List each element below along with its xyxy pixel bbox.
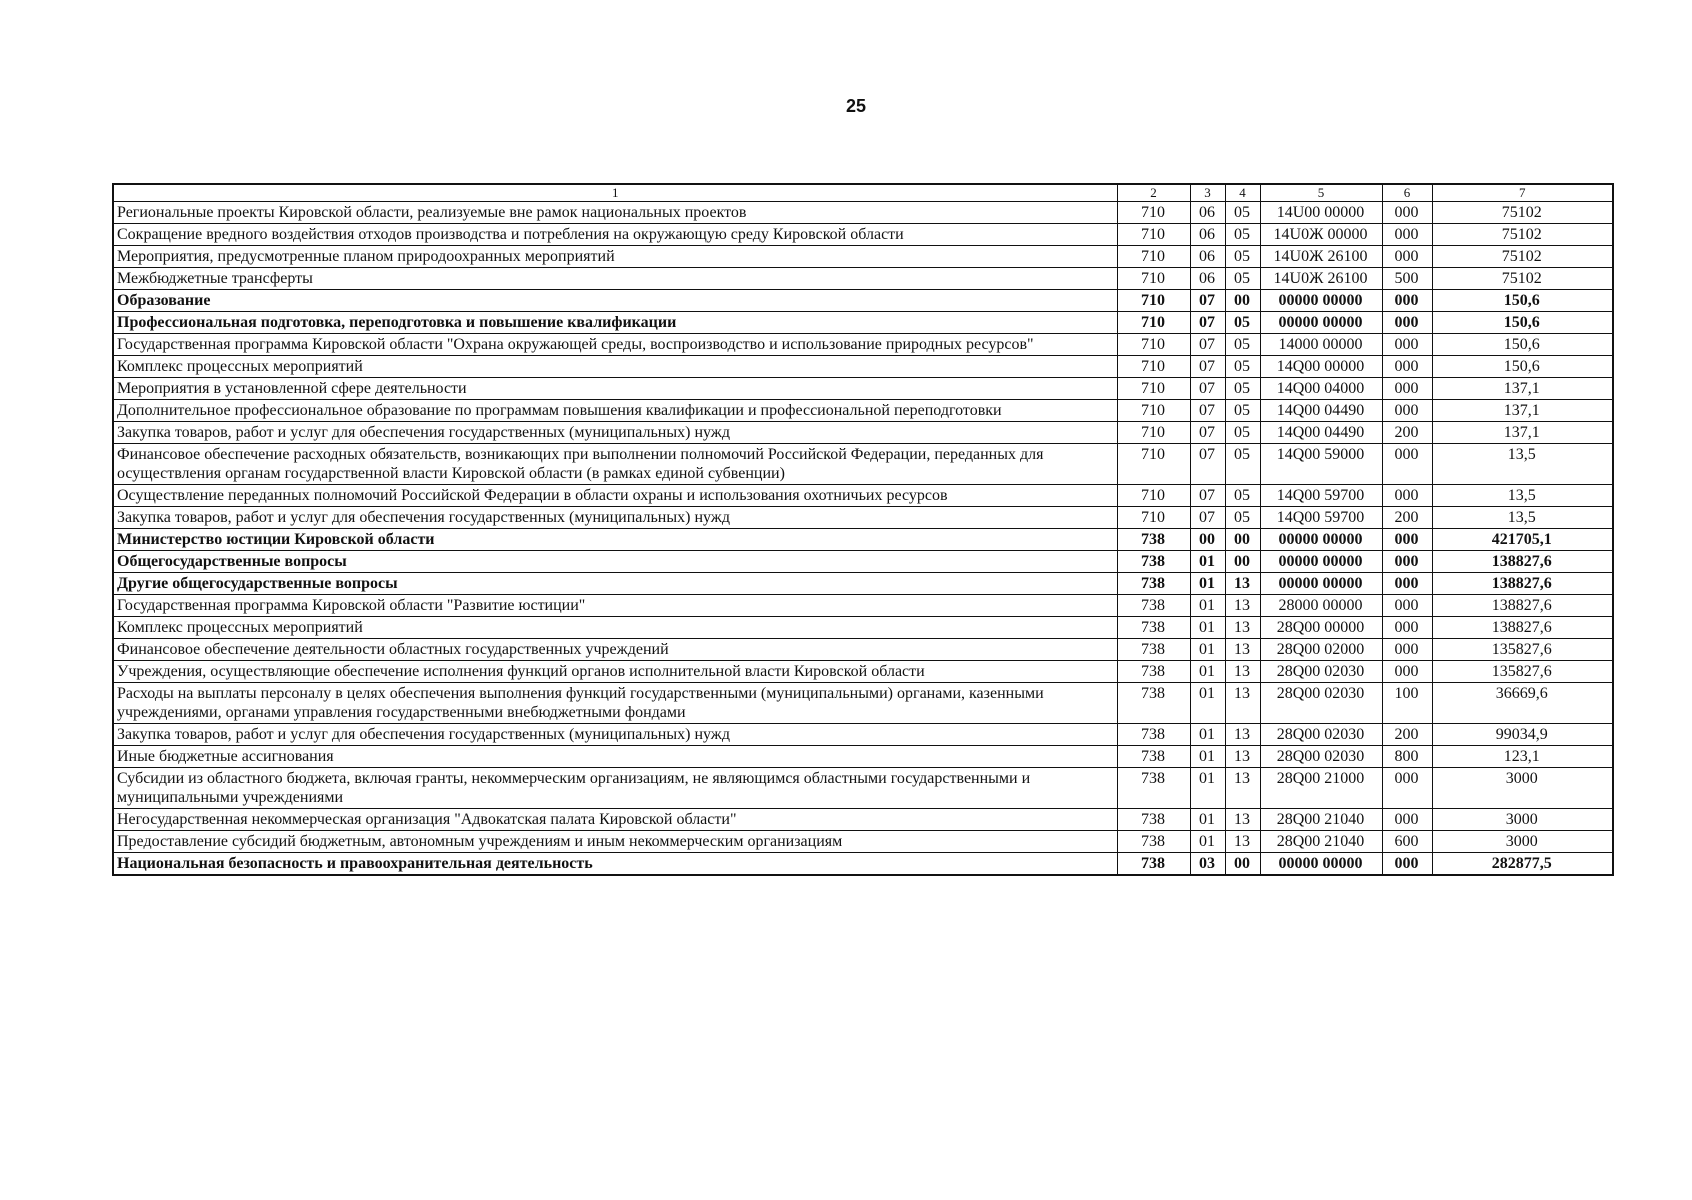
row-target-article-cell: 28000 00000: [1260, 595, 1382, 617]
row-expense-type-cell: 000: [1382, 312, 1432, 334]
row-expense-type-cell: 200: [1382, 724, 1432, 746]
row-section-cell: 07: [1190, 290, 1225, 312]
row-expense-type-cell: 000: [1382, 661, 1432, 683]
row-subsection-cell: 13: [1225, 746, 1260, 768]
row-code-cell: 710: [1117, 400, 1190, 422]
row-code-cell: 710: [1117, 485, 1190, 507]
row-subsection-cell: 05: [1225, 422, 1260, 444]
row-target-article-cell: 28Q00 02030: [1260, 683, 1382, 724]
row-code-cell: 738: [1117, 809, 1190, 831]
row-amount-cell: 135827,6: [1432, 639, 1613, 661]
column-header: 5: [1260, 184, 1382, 202]
table-row: [113, 246, 1613, 268]
row-name-cell: Учреждения, осуществляющие обеспечение исполнения функций органов исполнительной власти Кировской области: [113, 661, 1117, 683]
row-subsection-cell: 05: [1225, 202, 1260, 224]
row-section-cell: 07: [1190, 334, 1225, 356]
row-subsection-cell: 05: [1225, 356, 1260, 378]
row-target-article-cell: 00000 00000: [1260, 853, 1382, 876]
row-section-cell: 00: [1190, 529, 1225, 551]
row-amount-cell: 150,6: [1432, 356, 1613, 378]
row-name-cell: Межбюджетные трансферты: [113, 268, 1117, 290]
row-section-cell: 01: [1190, 661, 1225, 683]
row-target-article-cell: 28Q00 02030: [1260, 661, 1382, 683]
row-code-cell: 738: [1117, 661, 1190, 683]
row-subsection-cell: 05: [1225, 444, 1260, 485]
budget-table: [112, 183, 1614, 876]
row-name-cell: Закупка товаров, работ и услуг для обеспечения государственных (муниципальных) нужд: [113, 507, 1117, 529]
row-name-cell: Комплекс процессных мероприятий: [113, 356, 1117, 378]
row-section-cell: 01: [1190, 639, 1225, 661]
row-name-cell: Закупка товаров, работ и услуг для обеспечения государственных (муниципальных) нужд: [113, 724, 1117, 746]
row-target-article-cell: 14000 00000: [1260, 334, 1382, 356]
row-subsection-cell: 05: [1225, 507, 1260, 529]
row-section-cell: 01: [1190, 573, 1225, 595]
row-amount-cell: 421705,1: [1432, 529, 1613, 551]
row-expense-type-cell: 000: [1382, 639, 1432, 661]
row-code-cell: 710: [1117, 246, 1190, 268]
row-section-cell: 06: [1190, 268, 1225, 290]
table-row: [113, 356, 1613, 378]
row-subsection-cell: 13: [1225, 639, 1260, 661]
budget-table-container: [112, 183, 1612, 876]
row-amount-cell: 75102: [1432, 224, 1613, 246]
row-code-cell: 738: [1117, 595, 1190, 617]
row-amount-cell: 137,1: [1432, 422, 1613, 444]
row-code-cell: 738: [1117, 683, 1190, 724]
table-row: [113, 809, 1613, 831]
column-header: 2: [1117, 184, 1190, 202]
column-header: 3: [1190, 184, 1225, 202]
row-section-cell: 06: [1190, 246, 1225, 268]
row-expense-type-cell: 000: [1382, 444, 1432, 485]
row-subsection-cell: 05: [1225, 246, 1260, 268]
table-row: [113, 573, 1613, 595]
row-section-cell: 06: [1190, 202, 1225, 224]
row-expense-type-cell: 000: [1382, 400, 1432, 422]
row-target-article-cell: 14Q00 59700: [1260, 485, 1382, 507]
table-row: [113, 485, 1613, 507]
table-row: [113, 746, 1613, 768]
row-target-article-cell: 14Q00 04490: [1260, 400, 1382, 422]
row-target-article-cell: 14Q00 00000: [1260, 356, 1382, 378]
row-name-cell: Осуществление переданных полномочий Российской Федерации в области охраны и использования охотничьих ресурсов: [113, 485, 1117, 507]
row-expense-type-cell: 000: [1382, 529, 1432, 551]
row-section-cell: 01: [1190, 683, 1225, 724]
row-section-cell: 03: [1190, 853, 1225, 876]
row-section-cell: 01: [1190, 746, 1225, 768]
row-expense-type-cell: 000: [1382, 809, 1432, 831]
table-row: [113, 831, 1613, 853]
row-subsection-cell: 00: [1225, 290, 1260, 312]
row-expense-type-cell: 500: [1382, 268, 1432, 290]
table-header-row: [113, 184, 1613, 202]
row-name-cell: Мероприятия в установленной сфере деятельности: [113, 378, 1117, 400]
row-amount-cell: 138827,6: [1432, 573, 1613, 595]
row-section-cell: 01: [1190, 595, 1225, 617]
row-amount-cell: 137,1: [1432, 378, 1613, 400]
row-amount-cell: 137,1: [1432, 400, 1613, 422]
row-code-cell: 710: [1117, 444, 1190, 485]
row-expense-type-cell: 100: [1382, 683, 1432, 724]
row-expense-type-cell: 000: [1382, 551, 1432, 573]
row-section-cell: 07: [1190, 400, 1225, 422]
row-target-article-cell: 00000 00000: [1260, 529, 1382, 551]
row-subsection-cell: 13: [1225, 595, 1260, 617]
row-code-cell: 738: [1117, 551, 1190, 573]
row-expense-type-cell: 000: [1382, 290, 1432, 312]
table-row: [113, 595, 1613, 617]
row-subsection-cell: 13: [1225, 831, 1260, 853]
row-section-cell: 01: [1190, 831, 1225, 853]
row-subsection-cell: 13: [1225, 768, 1260, 809]
row-target-article-cell: 28Q00 21040: [1260, 809, 1382, 831]
row-subsection-cell: 13: [1225, 617, 1260, 639]
table-row: [113, 529, 1613, 551]
row-code-cell: 738: [1117, 831, 1190, 853]
row-name-cell: Расходы на выплаты персоналу в целях обеспечения выполнения функций государственными (муниципальными) органами, казенными учреждениями, органами управления государственными внебюджетными фондами: [113, 683, 1117, 724]
row-name-cell: Финансовое обеспечение деятельности областных государственных учреждений: [113, 639, 1117, 661]
row-expense-type-cell: 600: [1382, 831, 1432, 853]
page-number: 25: [846, 96, 867, 116]
row-name-cell: Государственная программа Кировской области "Развитие юстиции": [113, 595, 1117, 617]
row-section-cell: 01: [1190, 724, 1225, 746]
table-row: [113, 617, 1613, 639]
row-code-cell: 710: [1117, 312, 1190, 334]
row-name-cell: Национальная безопасность и правоохранительная деятельность: [113, 853, 1117, 876]
row-code-cell: 738: [1117, 746, 1190, 768]
row-code-cell: 710: [1117, 224, 1190, 246]
row-amount-cell: 150,6: [1432, 334, 1613, 356]
row-amount-cell: 138827,6: [1432, 551, 1613, 573]
row-section-cell: 07: [1190, 356, 1225, 378]
column-header: 7: [1432, 184, 1613, 202]
row-expense-type-cell: 000: [1382, 595, 1432, 617]
row-target-article-cell: 14Q00 04490: [1260, 422, 1382, 444]
row-amount-cell: 13,5: [1432, 507, 1613, 529]
row-name-cell: Региональные проекты Кировской области, реализуемые вне рамок национальных проектов: [113, 202, 1117, 224]
table-body: [113, 202, 1613, 876]
table-row: [113, 378, 1613, 400]
row-target-article-cell: 14U0Ж 26100: [1260, 268, 1382, 290]
row-amount-cell: 150,6: [1432, 290, 1613, 312]
row-target-article-cell: 14Q00 59700: [1260, 507, 1382, 529]
row-subsection-cell: 13: [1225, 724, 1260, 746]
row-subsection-cell: 13: [1225, 809, 1260, 831]
table-row: [113, 202, 1613, 224]
table-row: [113, 724, 1613, 746]
row-subsection-cell: 13: [1225, 683, 1260, 724]
row-code-cell: 710: [1117, 202, 1190, 224]
row-expense-type-cell: 000: [1382, 485, 1432, 507]
row-section-cell: 07: [1190, 422, 1225, 444]
row-code-cell: 738: [1117, 768, 1190, 809]
column-header: 4: [1225, 184, 1260, 202]
row-expense-type-cell: 800: [1382, 746, 1432, 768]
table-row: [113, 400, 1613, 422]
row-code-cell: 738: [1117, 573, 1190, 595]
table-row: [113, 661, 1613, 683]
row-amount-cell: 75102: [1432, 202, 1613, 224]
row-target-article-cell: 28Q00 02000: [1260, 639, 1382, 661]
row-code-cell: 710: [1117, 290, 1190, 312]
row-code-cell: 738: [1117, 853, 1190, 876]
row-expense-type-cell: 000: [1382, 617, 1432, 639]
row-expense-type-cell: 200: [1382, 507, 1432, 529]
row-code-cell: 738: [1117, 724, 1190, 746]
row-subsection-cell: 05: [1225, 334, 1260, 356]
row-amount-cell: 13,5: [1432, 444, 1613, 485]
row-section-cell: 01: [1190, 617, 1225, 639]
row-code-cell: 710: [1117, 356, 1190, 378]
table-row: [113, 639, 1613, 661]
row-section-cell: 07: [1190, 444, 1225, 485]
row-expense-type-cell: 000: [1382, 378, 1432, 400]
table-row: [113, 334, 1613, 356]
row-subsection-cell: 05: [1225, 485, 1260, 507]
row-target-article-cell: 14U0Ж 26100: [1260, 246, 1382, 268]
row-expense-type-cell: 000: [1382, 356, 1432, 378]
row-section-cell: 01: [1190, 768, 1225, 809]
row-name-cell: Комплекс процессных мероприятий: [113, 617, 1117, 639]
row-name-cell: Предоставление субсидий бюджетным, автономным учреждениям и иным некоммерческим организациям: [113, 831, 1117, 853]
row-expense-type-cell: 000: [1382, 573, 1432, 595]
row-name-cell: Государственная программа Кировской области "Охрана окружающей среды, воспроизводство и использование природных ресурсов": [113, 334, 1117, 356]
table-row: [113, 768, 1613, 809]
row-name-cell: Профессиональная подготовка, переподготовка и повышение квалификации: [113, 312, 1117, 334]
column-header: 1: [113, 184, 1117, 202]
table-row: [113, 683, 1613, 724]
row-subsection-cell: 05: [1225, 312, 1260, 334]
row-section-cell: 01: [1190, 551, 1225, 573]
row-section-cell: 01: [1190, 809, 1225, 831]
row-expense-type-cell: 000: [1382, 334, 1432, 356]
row-amount-cell: 138827,6: [1432, 617, 1613, 639]
row-expense-type-cell: 000: [1382, 853, 1432, 876]
row-amount-cell: 123,1: [1432, 746, 1613, 768]
row-target-article-cell: 00000 00000: [1260, 573, 1382, 595]
row-subsection-cell: 05: [1225, 268, 1260, 290]
row-expense-type-cell: 200: [1382, 422, 1432, 444]
row-amount-cell: 150,6: [1432, 312, 1613, 334]
table-row: [113, 422, 1613, 444]
row-amount-cell: 135827,6: [1432, 661, 1613, 683]
row-target-article-cell: 14Q00 04000: [1260, 378, 1382, 400]
row-target-article-cell: 28Q00 02030: [1260, 724, 1382, 746]
row-code-cell: 710: [1117, 507, 1190, 529]
table-row: [113, 551, 1613, 573]
row-target-article-cell: 14Q00 59000: [1260, 444, 1382, 485]
row-expense-type-cell: 000: [1382, 224, 1432, 246]
row-subsection-cell: 13: [1225, 573, 1260, 595]
row-name-cell: Финансовое обеспечение расходных обязательств, возникающих при выполнении полномочий Российской Федерации, переданных для осуществления органам государственной власти Кировской области (в рамках единой субвенции): [113, 444, 1117, 485]
row-amount-cell: 282877,5: [1432, 853, 1613, 876]
row-subsection-cell: 00: [1225, 853, 1260, 876]
row-target-article-cell: 28Q00 00000: [1260, 617, 1382, 639]
row-subsection-cell: 05: [1225, 378, 1260, 400]
row-code-cell: 710: [1117, 268, 1190, 290]
table-row: [113, 444, 1613, 485]
row-code-cell: 738: [1117, 639, 1190, 661]
row-subsection-cell: 05: [1225, 224, 1260, 246]
row-name-cell: Мероприятия, предусмотренные планом природоохранных мероприятий: [113, 246, 1117, 268]
row-code-cell: 710: [1117, 378, 1190, 400]
row-target-article-cell: 00000 00000: [1260, 290, 1382, 312]
row-amount-cell: 138827,6: [1432, 595, 1613, 617]
row-expense-type-cell: 000: [1382, 246, 1432, 268]
row-amount-cell: 13,5: [1432, 485, 1613, 507]
row-amount-cell: 3000: [1432, 768, 1613, 809]
row-name-cell: Негосударственная некоммерческая организация "Адвокатская палата Кировской области": [113, 809, 1117, 831]
row-name-cell: Образование: [113, 290, 1117, 312]
row-target-article-cell: 28Q00 21040: [1260, 831, 1382, 853]
row-target-article-cell: 14U00 00000: [1260, 202, 1382, 224]
row-subsection-cell: 00: [1225, 529, 1260, 551]
row-name-cell: Дополнительное профессиональное образование по программам повышения квалификации и профессиональной переподготовки: [113, 400, 1117, 422]
row-section-cell: 06: [1190, 224, 1225, 246]
row-expense-type-cell: 000: [1382, 202, 1432, 224]
row-code-cell: 710: [1117, 422, 1190, 444]
row-amount-cell: 75102: [1432, 246, 1613, 268]
table-row: [113, 312, 1613, 334]
row-name-cell: Сокращение вредного воздействия отходов производства и потребления на окружающую среду Кировской области: [113, 224, 1117, 246]
row-name-cell: Министерство юстиции Кировской области: [113, 529, 1117, 551]
row-amount-cell: 3000: [1432, 809, 1613, 831]
row-amount-cell: 3000: [1432, 831, 1613, 853]
row-expense-type-cell: 000: [1382, 768, 1432, 809]
row-target-article-cell: 14U0Ж 00000: [1260, 224, 1382, 246]
column-header: 6: [1382, 184, 1432, 202]
row-subsection-cell: 13: [1225, 661, 1260, 683]
row-target-article-cell: 00000 00000: [1260, 312, 1382, 334]
row-section-cell: 07: [1190, 507, 1225, 529]
row-subsection-cell: 05: [1225, 400, 1260, 422]
table-row: [113, 224, 1613, 246]
row-name-cell: Иные бюджетные ассигнования: [113, 746, 1117, 768]
row-name-cell: Общегосударственные вопросы: [113, 551, 1117, 573]
row-name-cell: Закупка товаров, работ и услуг для обеспечения государственных (муниципальных) нужд: [113, 422, 1117, 444]
row-amount-cell: 75102: [1432, 268, 1613, 290]
row-code-cell: 738: [1117, 529, 1190, 551]
row-code-cell: 710: [1117, 334, 1190, 356]
row-target-article-cell: 28Q00 02030: [1260, 746, 1382, 768]
table-row: [113, 268, 1613, 290]
row-code-cell: 738: [1117, 617, 1190, 639]
row-amount-cell: 99034,9: [1432, 724, 1613, 746]
row-name-cell: Другие общегосударственные вопросы: [113, 573, 1117, 595]
row-name-cell: Субсидии из областного бюджета, включая гранты, некоммерческим организациям, не являющимся областными государственными и муниципальными учреждениями: [113, 768, 1117, 809]
table-row: [113, 853, 1613, 876]
table-row: [113, 507, 1613, 529]
row-amount-cell: 36669,6: [1432, 683, 1613, 724]
table-row: [113, 290, 1613, 312]
row-target-article-cell: 00000 00000: [1260, 551, 1382, 573]
row-target-article-cell: 28Q00 21000: [1260, 768, 1382, 809]
row-subsection-cell: 00: [1225, 551, 1260, 573]
row-section-cell: 07: [1190, 485, 1225, 507]
row-section-cell: 07: [1190, 378, 1225, 400]
row-section-cell: 07: [1190, 312, 1225, 334]
